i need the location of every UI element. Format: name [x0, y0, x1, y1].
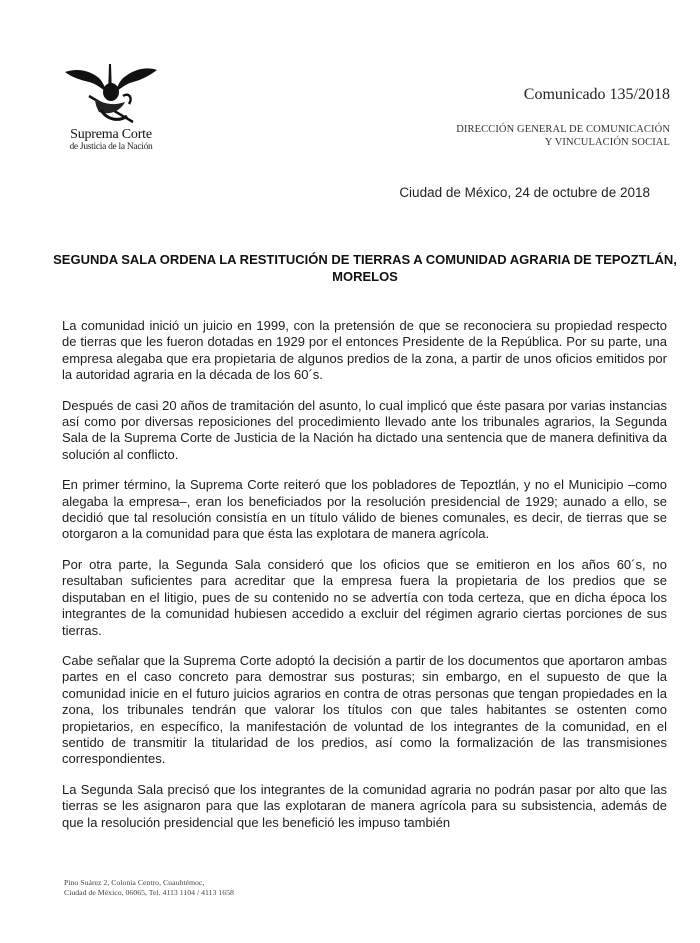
- institution-logo: [58, 62, 164, 152]
- footer-address: [64, 878, 234, 898]
- department-name: [456, 123, 670, 149]
- eagle-emblem-icon: [63, 62, 159, 126]
- institution-name: Suprema Corte: [70, 127, 152, 142]
- body-paragraph: La Segunda Sala precisó que los integrantes de la comunidad agraria no podrán pasar por alto que las tierras se les asignaron para que las explotaran de manera agrícola para su subsistencia, además de que la resolución presidencial que les benefició les impuso también: [62, 781, 667, 830]
- department-line-1: DIRECCIÓN GENERAL DE COMUNICACIÓN: [456, 124, 670, 135]
- communique-number: Comunicado 135/2018: [523, 86, 670, 103]
- footer-address-line-1: Pino Suárez 2, Colonia Centro, Cuauhtémoc,: [64, 878, 205, 887]
- body-paragraph: Después de casi 20 años de tramitación del asunto, lo cual implicó que éste pasara por varias instancias así como por diversas reposiciones del procedimiento llevado ante los tribunales agrarios, la Segunda Sala de la Suprema Corte de Justicia de la Nación ha dictado una sentencia que de manera definitiva da solución al conflicto.: [62, 397, 667, 462]
- press-release-body: [62, 318, 667, 845]
- department-line-2: Y VINCULACIÓN SOCIAL: [544, 137, 670, 148]
- place-date: Ciudad de México, 24 de octubre de 2018: [399, 185, 650, 200]
- body-paragraph: En primer término, la Suprema Corte reiteró que los pobladores de Tepoztlán, y no el Municipio –como alegaba la empresa–, eran los beneficiados por la resolución presidencial de 1929; aunado a ello, se decidió que tal resolución consistía en un título válido de bienes comunales, es decir, de tierras que se otorgaron a la comunidad para que ésta las explotara de manera agrícola.: [62, 477, 667, 542]
- footer-address-line-2: Ciudad de México, 06065, Tel. 4113 1104 / 4113 1658: [64, 888, 234, 897]
- institution-subtitle: de Justicia de la Nación: [69, 142, 153, 152]
- press-release-title: SEGUNDA SALA ORDENA LA RESTITUCIÓN DE TIERRAS A COMUNIDAD AGRARIA DE TEPOZTLÁN, MORELOS: [53, 252, 677, 284]
- body-paragraph: Cabe señalar que la Suprema Corte adoptó la decisión a partir de los documentos que aportaron ambas partes en el caso concreto para demostrar sus posturas; sin embargo, en el supuesto de que la comunidad inicie en el futuro juicios agrarios en contra de otras personas que tengan propiedades en la zona, los tribunales tendrán que valorar los títulos con que tales habitantes se ostenten como propietarios, en específico, la manifestación de voluntad de los integrantes de la comunidad, en el sentido de transmitir la titularidad de los predios, así como la formalización de las transmisiones correspondientes.: [62, 652, 667, 767]
- body-paragraph: Por otra parte, la Segunda Sala consideró que los oficios que se emitieron en los años 60´s, no resultaban suficientes para acreditar que la empresa fuera la propietaria de los predios que se disputaban en el litigio, pues de su contenido no se advertía con toda certeza, que en dicha época los integrantes de la comunidad hubiesen accedido a excluir del régimen agrario ciertas porciones de sus tierras.: [62, 556, 667, 638]
- body-paragraph: La comunidad inició un juicio en 1999, con la pretensión de que se reconociera su propiedad respecto de tierras que les fueron dotadas en 1929 por el entonces Presidente de la República. Por su parte, una empresa alegaba que era propietaria de algunos predios de la zona, a partir de unos oficios emitidos por la autoridad agraria en la década de los 60´s.: [62, 318, 667, 383]
